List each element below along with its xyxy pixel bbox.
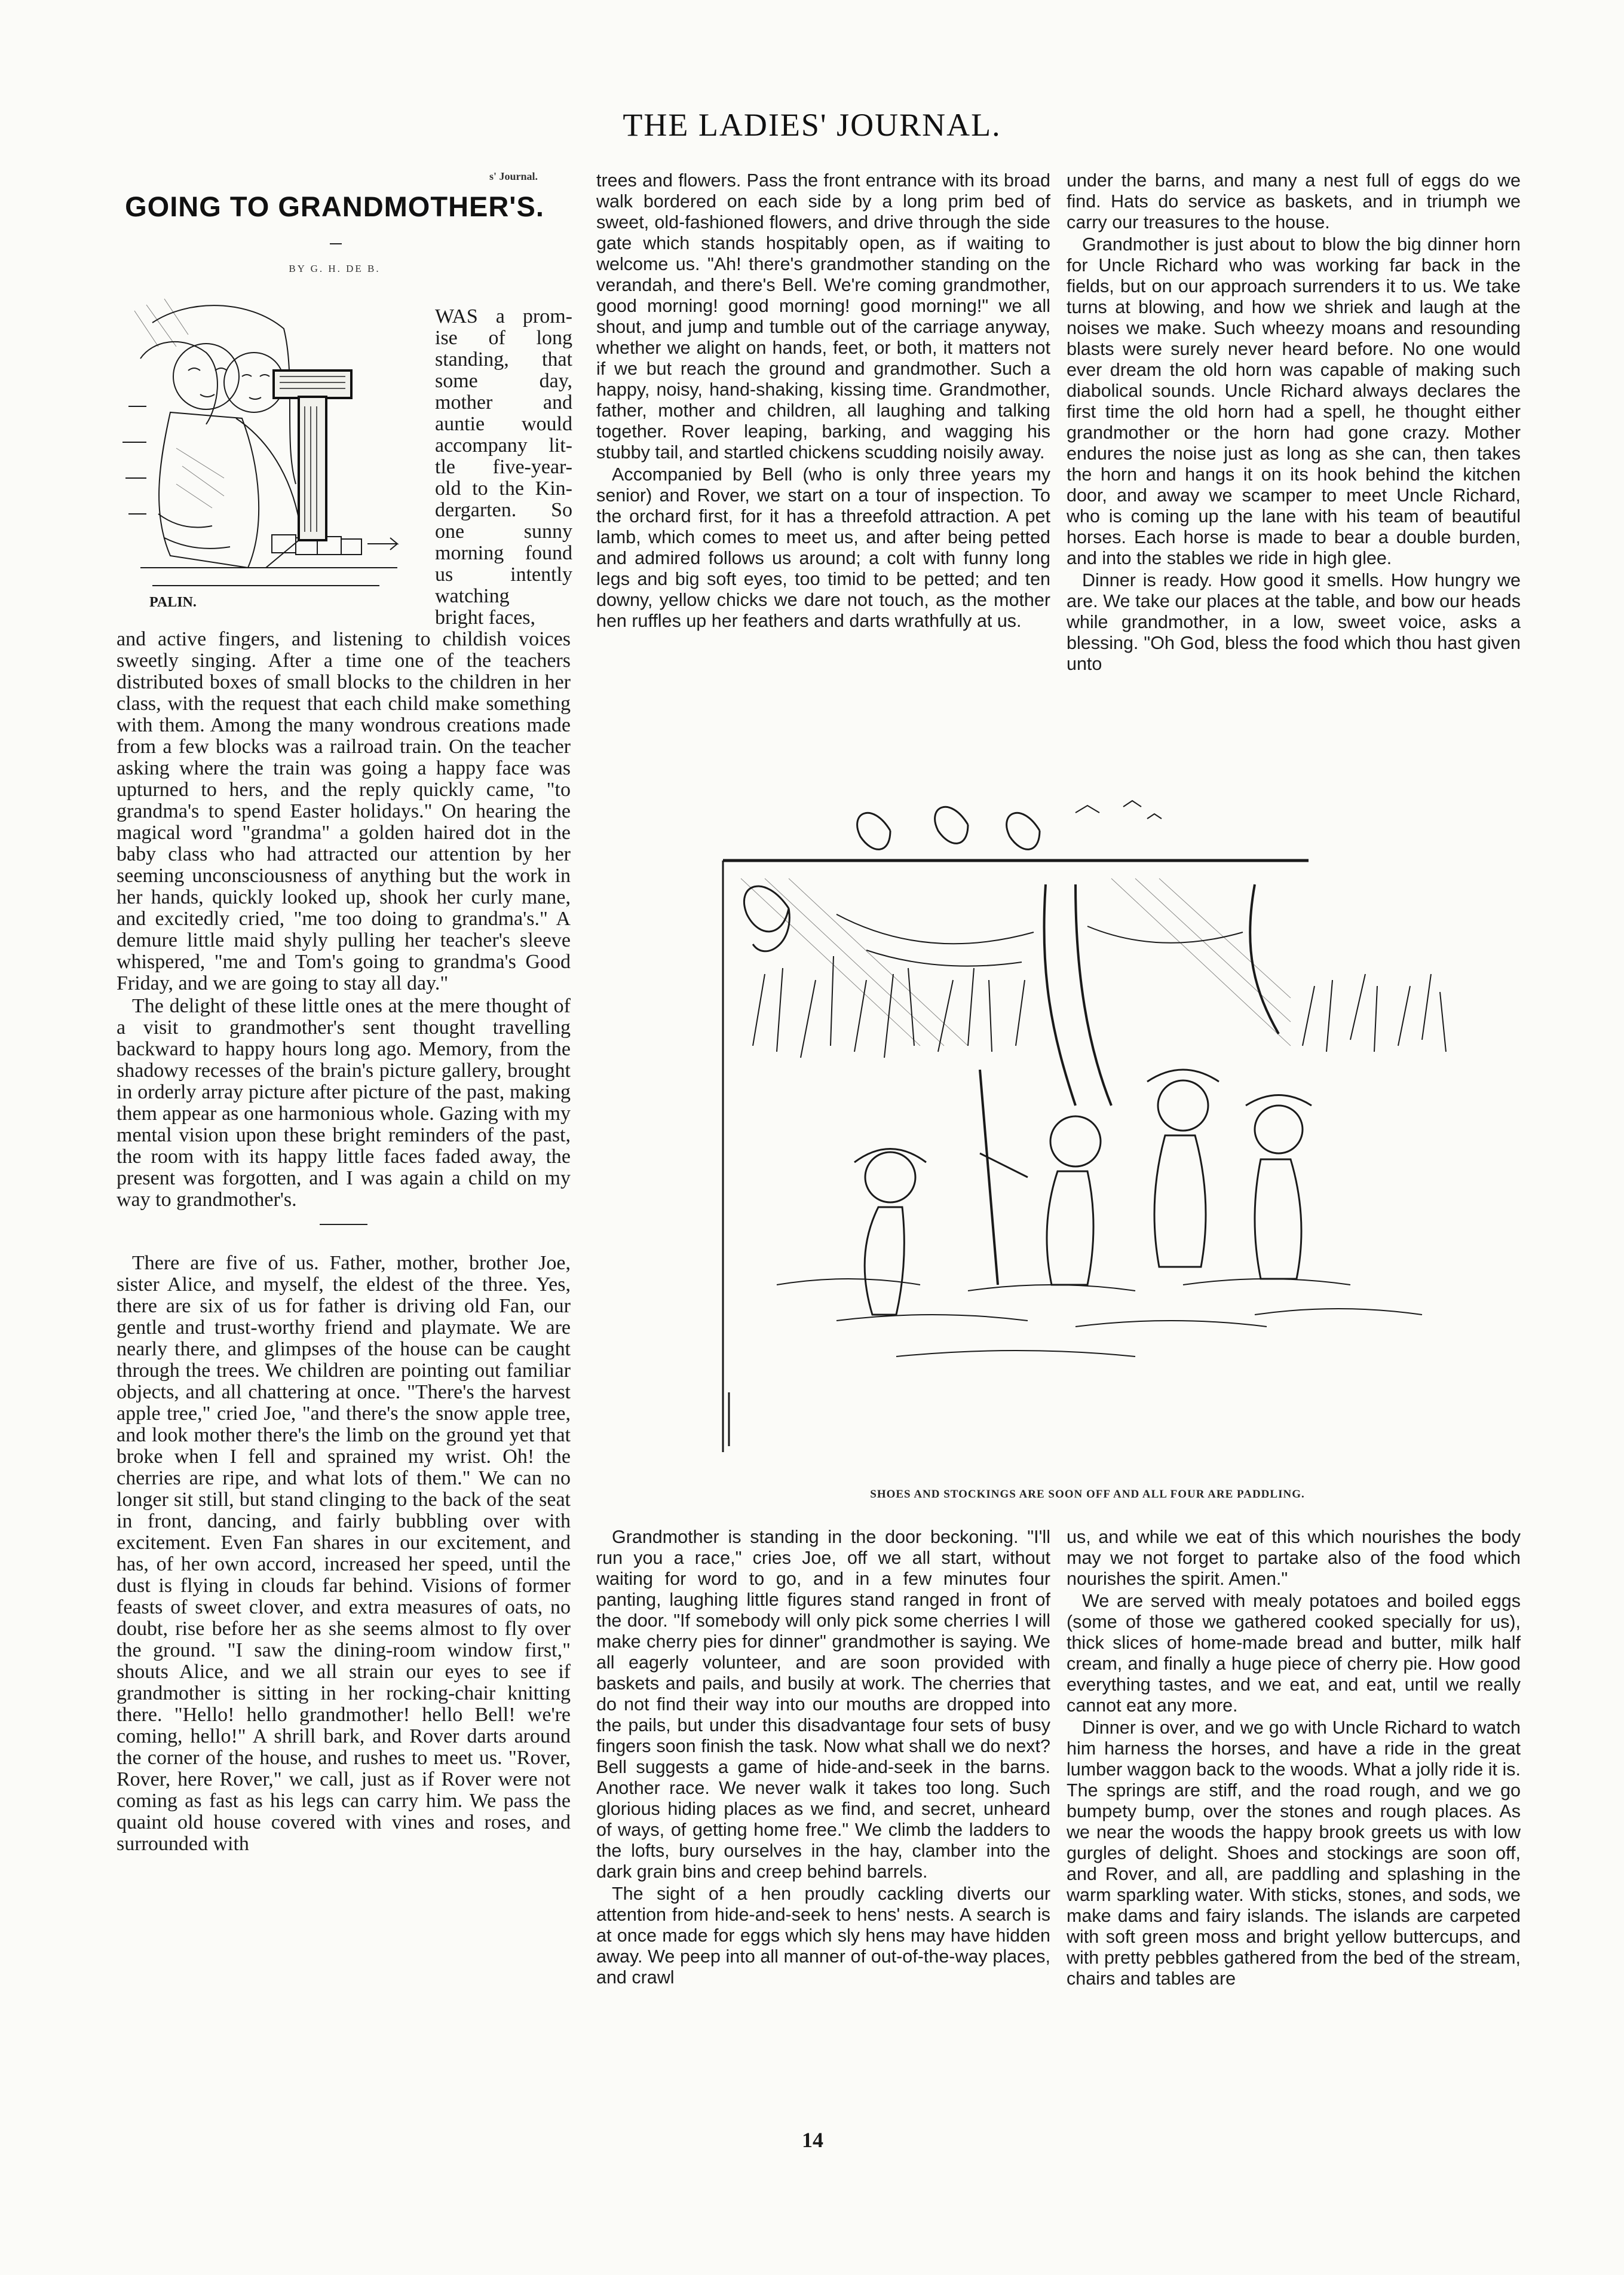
illustration-signature: PALIN. <box>149 595 197 610</box>
paragraph: Accompanied by Bell (who is only three years my senior) and Rover, we start on a tour of inspection. To the orchard first, for it has a threefold attraction. A pet lamb, which comes to meet us, and after being petted and admired follows us around; a colt with funny long legs and big soft eyes, too timid to be petted; and ten downy, yellow chicks we dare not touch, as the mother hen ruffles up her feathers and darts wrathfully at us. <box>596 464 1050 631</box>
column-2-bottom <box>596 1527 1050 2178</box>
dropcap-line: bright faces, <box>435 607 536 629</box>
dropcap-line: WAS a prom- <box>435 305 572 327</box>
dropcap-line: tle five-year- <box>435 456 572 478</box>
paragraph: Grandmother is just about to blow the big dinner horn for Uncle Richard who was working far back in the fields, but on our approach surrenders it to us. We take turns at blowing, and how we shriek and laugh at the noises we make. Such wheezy moans and resounding blasts were surely never heard before. No one would ever dream the old horn was capable of making such diabolical sounds. Uncle Richard always declares the first time the old horn had a spell, he thought either grandmother or the horn had gone crazy. Mother endures the noise just as long as she can, then takes the horn and hangs it on its hook behind the kitchen door, and away we scamper to meet Uncle Richard, who is coming up the lane with his team of beautiful horses. Each horse is made to bear a double burden, and into the stables we ride in high glee. <box>1067 234 1521 568</box>
column-2-top <box>596 170 1050 762</box>
dropcap-line: watching <box>435 585 510 607</box>
dropcap-line: one sunny <box>435 520 572 543</box>
paragraph: us, and while we eat of this which nourishes the body may we not forget to partake also of the food which nourishes the spirit. Amen." <box>1067 1527 1521 1589</box>
section-divider <box>320 1224 367 1225</box>
paragraph: The delight of these little ones at the mere thought of a visit to grandmother's sent thought travelling backward to happy hours long ago. Memory, from the shadowy recesses of the brain's picture gallery, brought in orderly array picture after picture of the past, making them appear as one harmonious whole. Gazing with my mental vision upon these bright reminders of the past, the room with its happy little faces faded away, the present was forgotten, and I was again a child on my way to grandmother's. <box>117 995 571 1211</box>
paragraph: Dinner is over, and we go with Uncle Richard to watch him harness the horses, and have a ride in the great lumber waggon back to the woods. What a jolly ride it is. The springs are stiff, and the road rough, and we go bumpety bump, over the stones and rough places. As we near the woods the happy brook greets us with low gurgles of delight. Shoes and stockings are soon off, and Rover, and all, are paddling and splashing in the warm sparkling water. With sticks, stones, and sods, we make dams and fairy islands. The islands are carpeted with soft green moss and bright yellow buttercups, and with pretty pebbles gathered from the bed of the stream, chairs and tables are <box>1067 1717 1521 1989</box>
byline: BY G. H. DE B. <box>289 263 381 274</box>
paragraph: We are served with mealy potatoes and boiled eggs (some of those we gathered cooked specially for us), thick slices of home-made bread and butter, milk half cream, and finally a huge piece of cherry pie. How good everything tastes, and we eat, and eat, until we really cannot eat any more. <box>1067 1591 1521 1716</box>
title-divider <box>330 243 342 244</box>
column-3-top <box>1067 170 1521 762</box>
dropcap-letter <box>271 365 354 544</box>
dropcap-illustration <box>117 287 427 621</box>
column-1-body <box>117 629 571 2176</box>
dropcap-paragraph <box>435 306 572 629</box>
article-title: GOING TO GRANDMOTHER'S. <box>125 191 544 222</box>
dropcap-line: dergarten. So <box>435 499 572 521</box>
paragraph: under the barns, and many a nest full of eggs do we find. Hats do service as baskets, and in triumph we carry our treasures to the house. <box>1067 170 1521 232</box>
paragraph: Grandmother is standing in the door beckoning. "I'll run you a race," cries Joe, off we all start, without waiting for word to go, and in a few minutes four panting, laughing little figures stand ranged in front of the door. "If somebody will only pick some cherries I will make cherry pies for dinner" grandmother is saying. We all eagerly volunteer, and are soon provided with baskets and pails, and busily at work. The cherries that do not find their way into our mouths are dropped into the pails, but under this disadvantage four sets of busy fingers soon finish the task. Now what shall we do next? Bell suggests a game of hide-and-seek in the barns. Another race. We never walk it takes too long. Such glorious hiding places as we find, and secret, unheard of ways, of getting home free." We climb the ladders to the lofts, bury ourselves in the hay, clamber into the dark grain bins and creep behind barrels. <box>596 1527 1050 1882</box>
dropcap-line: some day, <box>435 370 572 392</box>
page-number: 14 <box>802 2128 823 2152</box>
children-paddling-drawing <box>657 795 1518 1470</box>
dropcap-line: mother and <box>435 391 572 414</box>
dropcap-line: auntie would <box>435 413 572 435</box>
dropcap-line: accompany lit- <box>435 434 572 457</box>
dropcap-line: us intently <box>435 564 572 586</box>
dropcap-line: morning found <box>435 542 572 564</box>
main-illustration <box>657 795 1518 1470</box>
column-3-bottom <box>1067 1527 1521 2178</box>
paragraph: The sight of a hen proudly cackling diverts our attention from hide-and-seek to hens' nests. A search is at once made for eggs which sly hens may have hidden away. We peep into all manner of out-of-the-way places, and crawl <box>596 1884 1050 1988</box>
masthead: THE LADIES' JOURNAL. <box>623 107 1001 143</box>
paragraph: Dinner is ready. How good it smells. How hungry we are. We take our places at the table, and bow our heads while grandmother, in a low, sweet voice, asks a blessing. "Oh God, bless the food which thou hast given unto <box>1067 570 1521 674</box>
paragraph: and active fingers, and listening to childish voices sweetly singing. After a time one of the teachers distributed boxes of small blocks to the children in her class, with the request that each child make something with them. Among the many wondrous creations made from a few blocks was a railroad train. On the teacher asking where the train was going a happy face was upturned to hers, and the reply quickly came, "to grandma's to spend Easter holidays." On hearing the magical word "grandma" a golden haired dot in the baby class who had attracted our attention by her seeming unconsciousness of anything but the work in her hands, quickly looked up, shook her curly mane, and excitedly cried, "me too doing to grandma's." A demure little maid shyly pulling her teacher's sleeve whispered, "me and Tom's going to grandma's Good Friday, and we are going to stay all day." <box>117 629 571 994</box>
dropcap-t-glyph <box>271 365 354 544</box>
paragraph: There are five of us. Father, mother, brother Joe, sister Alice, and myself, the eldest of the three. Yes, there are six of us for father is driving old Fan, our gentle and trust-worthy friend and playmate. We are nearly there, and glimpses of the house can be caught through the trees. We children are pointing out familiar objects, and all chattering at once. "There's the harvest apple tree," cried Joe, "and there's the snow apple tree, and look mother there's the limb on the ground yet that broke when I fell and sprained my wrist. Oh! the cherries are ripe, and what lots of them." We can no longer sit still, but stand clinging to the back of the seat in front, dancing, and fairly bubbling over with excitement. Even Fan shares in our excitement, and has, of her own accord, increased her speed, until the dust is flying in clouds far behind. Visions of former feasts of sweet clover, and extra measures of oats, no doubt, rise before her as she seems almost to fly over the ground. "I saw the dining-room window first," shouts Alice, and we all strain our eyes to see if grandmother is sitting in her rocking-chair knitting there. "Hello! hello grandmother! hello Bell! we're coming, hello!" A shrill bark, and Rover darts around the corner of the house, and rushes to meet us. "Rover, Rover, here Rover," we call, just as if Rover were not coming as fast as his legs can carry him. We pass the quaint old house covered with vines and roses, and surrounded with <box>117 1252 571 1855</box>
dropcap-line: ise of long <box>435 327 572 349</box>
paragraph: trees and flowers. Pass the front entrance with its broad walk bordered on each side by a long prim bed of sweet, old-fashioned flowers, and drive through the side gate which stands hospitably open, as if waiting to welcome us. "Ah! there's grandmother standing on the verandah, and there's Bell. We're coming grandmother, good morning! good morning! good morning!" we all shout, and jump and tumble out of the carriage anyway, whether we alight on hands, feet, or both, it matters not if we but reach the ground and grandmother. Such a happy, noisy, hand-shaking, kissing time. Grandmother, father, mother and children, all laughing and talking together. Rover leaping, barking, and wagging his stubby tail, and startled chickens scudding noisily away. <box>596 170 1050 463</box>
dropcap-line: old to the Kin- <box>435 477 572 500</box>
figure-caption: SHOES AND STOCKINGS ARE SOON OFF AND ALL FOUR ARE PADDLING. <box>870 1488 1305 1501</box>
dropcap-line: standing, that <box>435 348 572 371</box>
credit-line: s' Journal. <box>489 170 538 182</box>
